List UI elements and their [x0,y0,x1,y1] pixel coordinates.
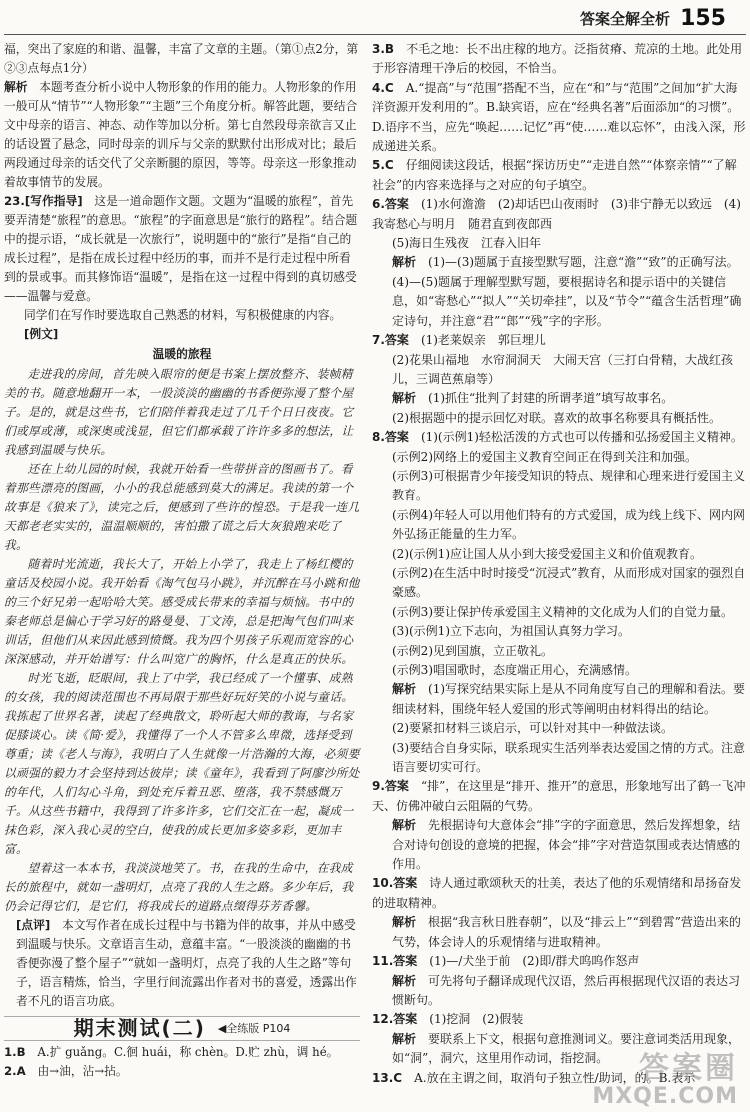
answer-5 [372,156,746,195]
analysis-block [372,389,746,408]
answer-number: 12.答案 [372,1012,418,1027]
answer-number: 4.C [372,80,394,95]
answer-11 [372,952,746,971]
answer-text: (1)—/犬坐于前 (2)即/群犬呜呜作怒声 [429,954,640,969]
answer-number: 3.B [372,42,395,56]
answer-text: (示例2)网络上的爱国主义教育空间正在得到关注和加强。 [392,449,698,464]
analysis-text: (1)写探究结果实际上是从不同角度写自己的理解和看法。要细读材料，围绕年轻人爱国的形式等阐明由材料得出的结论。 [392,682,746,716]
answer-number: 5.C [372,158,394,173]
answer-text: (示例3)唱国歌时，态度端正用心，充满感情。 [392,663,637,677]
answer-text: (1)水何澹澹 (2)却话巴山夜雨时 (3)非宁静无以致远 (4)我寄愁心与明月 随君直到夜郎西 [372,197,741,231]
test-title: 期末测试(二) [73,1016,206,1040]
answer-6 [372,195,746,234]
analysis-text: (3)要结合自身实际，联系现实生活列举表达爱国之情的方式。注意语言要切实可行。 [392,740,746,775]
analysis-text: 可先将句子翻译成现代汉语，然后再根据现代汉语的表达习惯断句。 [392,973,741,1007]
watermark-logo [592,1053,738,1108]
essay-paragraph: 望着这一本本书，我淡淡地笑了。书，在我的生命中，在我成长的旅程中，就如一盏明灯，点亮了我的人生之路。多少年后，我仍会记得它们，是它们，将我成长的道路点缀得芬芳香馨。 [4,861,354,913]
answer-number: 7.答案 [372,333,409,348]
question-23 [4,192,360,306]
answer-text: (示例3)要让保护传承爱国主义精神的文化成为人们的自觉力量。 [392,604,734,619]
question-number: 23. [4,194,25,208]
answer-8 [372,428,746,447]
analysis-text: 本题考查分析小说中人物形象的作用的能力。人物形象的作用一般可从“情节”“人物形象”“主题”三个角度分析。解答此题，要结合文中母亲的语言、神态、动作等加以分析。第七自然段母亲欲言又止的话设置了悬念，同时母亲的训斥与父亲的默默付出形成对比；最后两段通过母亲的话交代了父亲断腿的原因，等等。母亲这一形象推动着故事情节的发展。 [4,80,358,189]
page-header [580,6,726,31]
answer-number: 13.C [372,1070,403,1085]
essay-title: 温暖的旅程 [152,347,212,361]
left-column [4,40,360,1081]
answer-text: (2)花果山福地 水帘洞洞天 大闹天宫（三打白骨精，大战红孩儿，三调芭蕉扇等） [392,352,734,386]
answer-7 [372,331,746,350]
test-reference: ◀全练版 P104 [217,1022,291,1035]
answer-number: 10.答案 [372,876,418,891]
writing-guide-text: 这是一道命题作文题。文题为“温暖的旅程”，首先要弄清楚“旅程”的意思。“旅程”的字面意思是“旅行的路程”。结合题中的提示语，“成长就是一次旅行”，说明题中的“旅行”是指“自己的成长过程”，是指在成长过程中经历的事，而并不是行走过程中所看到的景或事。而其修饰语“温暖”，是指在这一过程中得到的真切感受——温馨与爱意。 [4,194,358,303]
answer-text: (示例3)可根据青少年接受知识的特点、规律和心理来进行爱国主义教育。 [392,468,746,503]
writing-guide-note: 同学们在写作时要选取自己熟悉的材料，写积极健康的内容。 [24,308,342,322]
essay-paragraph: 随着时光流逝，我长大了，开始上小学了，我走上了杨红樱的童话及校园小说。我开始看《淘气包马小跳》，并沉醉在马小跳和他的三个好兄弟一起哈哈大笑。感受成长带来的幸福与烦恼。书中的秦老师总是偏心于学习好的路曼曼、丁文涛，总是把淘气包们叫来训话，但他们从来因此感到愤慨。我为四个男孩子乐观而宽容的心深深感动，并开始谱写：什么叫宽广的胸怀，什么是真正的快乐。 [4,557,360,666]
right-column [372,40,746,1088]
analysis-text: (1)—(3)题属于直接型默写题，注意“澹”“致”的正确写法。(4)—(5)题属于理解型默写题，要根据诗名和提示语中的关键信息，如“寄愁心”“拟人”“关切牵挂”，以及“节令”“蕴含生活哲理”确定诗句，并注意“君”“郎”“残”字的字形。 [392,255,742,328]
example-label: [例文] [24,327,59,341]
header-divider [4,34,746,35]
answer-2 [4,1062,360,1081]
answer-text: (2)(示例1)应让国人从小到大接受爱国主义和价值观教育。 [392,546,702,561]
analysis-label: 解析 [392,391,417,406]
analysis-label: 解析 [392,915,417,930]
analysis-block [372,816,746,874]
analysis-text: (1)抓住“批判了封建的所谓孝道”填写故事名。 [428,391,674,406]
header-title: 答案全解全析 [580,10,671,28]
analysis-text: 根据“我言秋日胜春朝”，以及“排云上”“到碧霄”营造出来的气势，体会诗人的乐观情绪与进取精神。 [392,915,741,949]
essay-body [4,365,360,916]
answer-text: (1)挖洞 (2)假装 [429,1012,524,1027]
answer-text: A.扩 guǎng。C.徊 huái，称 chèn。D.贮 zhù，调 hé。 [37,1045,339,1059]
answer-4 [372,79,746,157]
analysis-label: 解析 [392,973,417,988]
analysis-label: 解析 [392,255,417,270]
answer-3 [372,40,746,79]
analysis-block [372,972,746,1011]
analysis-label: 解析 [392,1031,417,1046]
analysis-block [372,913,746,952]
answer-text: (示例2)在生活中时时接受“沉浸式”教育，从而形成对国家的强烈自豪感。 [392,565,746,600]
answer-text: “排”，在这里是“排开、推开”的意思，形象地写出了鹤一飞冲天、仿佛冲破白云阻隔的气势。 [372,779,746,813]
analysis-text: (2)根据题中的提示回忆对联。喜欢的故事名称要具有概括性。 [392,410,722,425]
answer-text: (3)(示例1)立下志向，为祖国认真努力学习。 [392,624,630,639]
answer-text: (示例2)见到国旗，立正敬礼。 [392,643,553,658]
test-heading [4,1016,360,1041]
analysis-label: 解析 [4,80,28,94]
answer-number: 9.答案 [372,779,409,794]
answer-text: A.放在主谓之间，取消句子独立性/助词，的。B.表示 [414,1070,696,1085]
answer-10 [372,874,746,913]
answer-text: 由→油，沾→拈。 [37,1064,128,1078]
analysis-text: 要联系上下文，根据句意推测词义。要注意词类活用现象，如“洞”，洞穴，这里用作动词，指挖洞。 [392,1031,741,1066]
page-number: 155 [680,6,726,31]
answer-number: 6.答案 [372,197,409,212]
answer-text: 福，突出了家庭的和谐、温馨，丰富了文章的主题。（第①点2分，第②③点每点1分） [4,42,359,75]
analysis-text: 先根据诗句大意体会“排”字的字面意思，然后发挥想象，结合对诗句创设的意境的把握，体会“排”字对营造氛围或表达情感的作用。 [392,818,741,872]
watermark-line: MXQE.COM [592,1083,738,1109]
answer-number: 8.答案 [372,430,409,445]
analysis-label: 解析 [392,818,417,833]
writing-guide-label: [写作指导] [24,194,83,208]
analysis-label: 解析 [392,682,417,697]
answer-number: 1.B [4,1045,26,1059]
answer-text: (5)海日生残夜 江春入旧年 [392,236,541,251]
comment-text: 本文写作者在成长过程中与书籍为伴的故事，并从中感受到温暖与快乐。文章语言生动，意蕴丰富。“一股淡淡的幽幽的书香便弥漫了整个屋子”“就如一盏明灯，点亮了我的人生之路”等句子，语言精炼，恰当，字里行间流露出作者对书的喜爱，透露出作者不凡的语言功底。 [16,918,357,1008]
essay-paragraph: 走进我的房间，首先映入眼帘的便是书案上摆放整齐、装帧精美的书。随意地翻开一本，一股淡淡的幽幽的书香便弥漫了整个屋子。是的，就是这些书，它们陪伴着我走过了几千个日日夜夜。它们或厚或薄，或深奥或浅显，但它们都承载了许许多多的想法，让我感到温暖与快乐。 [4,367,354,457]
watermark-line: 答案圈 [639,1051,738,1087]
comment-label: [点评] [16,918,51,932]
answer-text: 诗人通过歌颂秋天的壮美，表达了他的乐观情绪和昂扬奋发的进取精神。 [372,876,742,910]
answer-text: (1)老莱娱亲 郭巨埋儿 [420,333,546,348]
answer-text: A.“提高”与“范围”搭配不当，应在“和”与“范围”之间加“扩大海洋资源开发利用的”。B.缺宾语，应在“经典名著”后面添加“的习惯”。D.语序不当，应先“唤起……记忆”再“使……难以忘怀”，由浅入深，形成递进关系。 [372,80,746,154]
answer-number: 11.答案 [372,954,418,969]
essay-paragraph: 还在上幼儿园的时候，我就开始看一些带拼音的图画书了。看着那些漂亮的图画，小小的我总能感到莫大的满足。我读的第一个故事是《狼来了》，读完之后，便感到了些许的惶恐。于是我一连几天都老老实实的，温温顺顺的，害怕撒了谎之后大灰狼跑来吃了我。 [4,462,360,552]
answer-number: 2.A [4,1064,26,1078]
answer-text: (1)(示例1)轻松活泼的方式也可以传播和弘扬爱国主义精神。 [420,430,743,445]
analysis-block [372,253,746,331]
comment-block [4,916,360,1011]
analysis-block [4,78,360,192]
answer-text: 不毛之地：长不出庄稼的地方。泛指贫瘠、荒凉的土地。此处用于形容清理干净后的校园，不恰当。 [372,42,743,76]
analysis-text: (2)要紧扣材料三谈启示，可以针对其中一种做法谈。 [392,721,674,736]
answer-1 [4,1043,360,1062]
answer-text: 仔细阅读这段话，根据“探访历史”“走进自然”“体察亲情”“了解社会”的内容来选择与之对应的句子填空。 [372,158,737,192]
answer-12 [372,1010,746,1029]
analysis-block [372,680,746,719]
answer-9 [372,777,746,816]
essay-paragraph: 时光飞逝，眨眼间，我上了中学，我已经成了一个懂事、成熟的女孩，我的阅读范围也不再局限于那些好玩好笑的小说与童话。我拣起了世界名著，读起了经典散文，聆听起大师的教诲，与名家促膝谈心。读《简·爱》，我懂得了一个人不管多么卑微，选择受到尊重；读《老人与海》，我明白了人生就像一片浩瀚的大海，必须要以顽强的毅力才会坚持到达彼岸；读《童年》，我看到了阿廖沙所处的年代，人们勾心斗角，到处充斥着丑恶、堕落，我不禁感慨万千。从这些书籍中，我得到了许多许多，它们交汇在一起，凝成一抹色彩，深入我心灵的空白，使我的成长更加多姿多彩，更加丰富。 [4,671,360,856]
answer-text: (示例4)年轻人可以用他们特有的方式爱国，成为线上线下、网内网外弘扬正能量的生力军。 [392,507,746,542]
